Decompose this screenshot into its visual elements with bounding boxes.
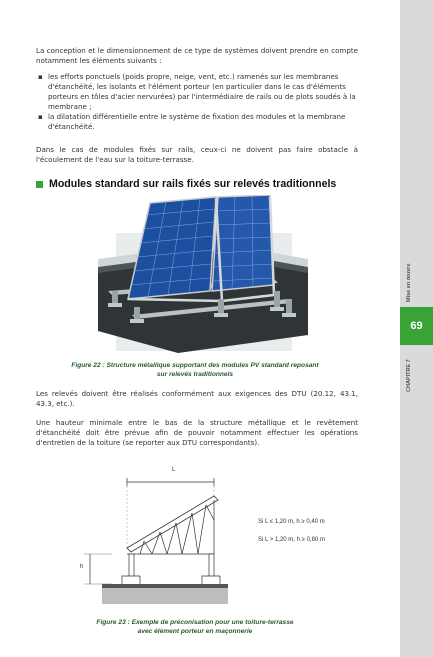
list-item: ▪ la dilatation différentielle entre le système de fixation des modules et la membrane d'étanchéité.	[36, 112, 358, 132]
figure-23-diagram	[72, 460, 232, 612]
rails-paragraph: Dans le cas de modules fixés sur rails, ceux-ci ne doivent pas faire obstacle à l'écoulement de l'eau sur la toiture-terrasse.	[36, 145, 358, 164]
figure-22-caption-line: sur relevés traditionnels	[156, 371, 234, 378]
releves-paragraph: Les relevés doivent être réalisés conformément aux exigences des DTU (20.12, 43.1, 43.3, etc.).	[36, 389, 358, 408]
green-square-icon	[36, 181, 43, 188]
figure-23-caption	[60, 618, 330, 636]
hauteur-paragraph: Une hauteur minimale entre le bas de la structure métallique et le revêtement d'étanchéité doit être prévue afin de pouvoir notamment effectuer les opérations d'entretien de la toiture (se reporter aux DTU correspondants).	[36, 418, 358, 447]
intro-paragraph: La conception et le dimensionnement de ce type de systèmes doivent prendre en compte notamment les éléments suivants :	[36, 46, 358, 65]
section-heading	[36, 178, 336, 190]
section-tab-label: Mise en œuvre	[406, 263, 412, 302]
rule-long-span: Si L > 1,20 m, h ≥ 0,80 m	[258, 537, 325, 543]
figure-22-illustration	[98, 195, 308, 353]
dimension-label-L: L	[172, 467, 176, 473]
figure-23-caption-line: avec élément porteur en maçonnerie	[137, 628, 253, 635]
list-item: ▪ les efforts ponctuels (poids propre, neige, vent, etc.) ramenés sur les membranes d'étanchéité, les isolants et l'élément porteur (en particulier dans le cas d'éléments porteurs en tôles d'acier nervurées) par l'intermédiaire de rails ou de plots soudés à la membrane ;	[36, 72, 358, 112]
figure-22-caption-line: Figure 22 : Structure métallique supportant des modules PV standard reposant	[71, 362, 319, 369]
section-heading-text: Modules standard sur rails fixés sur relevés traditionnels	[49, 178, 337, 190]
rule-short-span: Si L ≤ 1,20 m, h ≥ 0,40 m	[258, 519, 325, 525]
figure-22-caption	[60, 361, 330, 379]
chapter-label: CHAPITRE 7	[406, 359, 412, 392]
figure-23-caption-line: Figure 23 : Exemple de préconisation pour une toiture-terrasse	[96, 619, 294, 626]
pv-panel-left	[128, 197, 216, 299]
dimension-label-h: h	[80, 564, 84, 570]
page-number: 69	[400, 307, 433, 345]
requirements-list	[36, 72, 358, 132]
